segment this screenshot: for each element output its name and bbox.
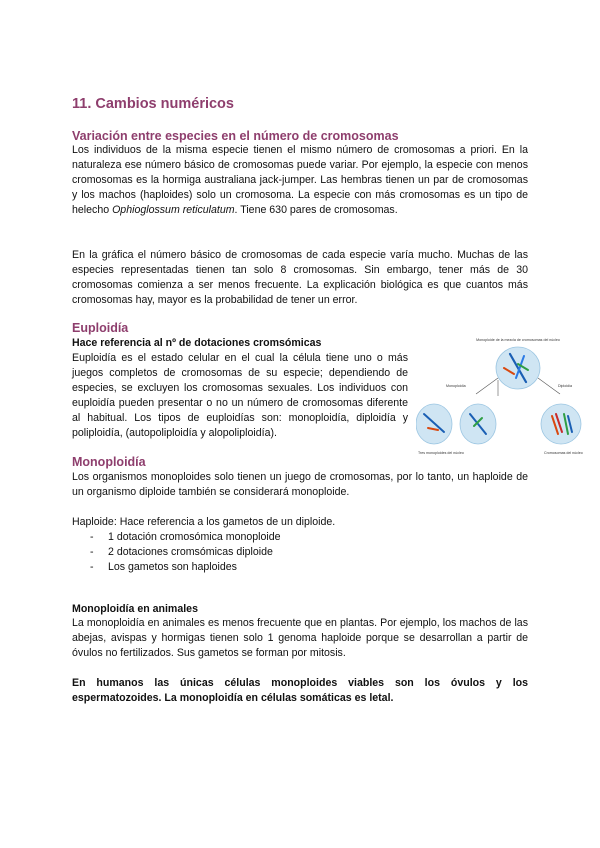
- figure-label-right: Diploidía: [558, 384, 572, 388]
- figure-label-bottom-left: Tres monoploides del núcleo: [418, 451, 464, 455]
- cell-right: [541, 404, 581, 444]
- list-item: - Los gametos son haploides: [72, 560, 528, 575]
- arrow: [538, 378, 560, 394]
- euploidy-diagram: [416, 334, 584, 456]
- section-heading-variacion: Variación entre especies en el número de cromosomas: [72, 129, 399, 143]
- page-title: 11. Cambios numéricos: [72, 96, 234, 112]
- paragraph-text: Los individuos de la misma especie tienen el mismo número de cromosomas a priori. En la naturaleza ese número básico de cromosomas puede variar. Por ejemplo, la especie con menos cromosomas es la hormiga australiana jack-jumper. Las hembras tienen un par de cromosomas y los machos (haploides) solo un cromosoma. La especie con más cromosomas es un tipo de helecho: [72, 144, 528, 216]
- list-item: - 1 dotación cromosómica monoploide: [72, 530, 528, 545]
- paragraph-monoploidia: Los organismos monoploides solo tienen un juego de cromosomas, por lo tanto, un haploide de un organismo diploide también se considerará monoploide.: [72, 471, 528, 498]
- arrow: [476, 378, 498, 394]
- figure-label-left: Monoploidía: [446, 384, 466, 388]
- subheading-euploidia: Hace referencia al nº de dotaciones cromsómicas: [72, 337, 322, 349]
- paragraph-euploidia: Euploidía es el estado celular en el cual la célula tiene uno o más juegos completos de cromosomas de su especie; dependiendo de especies, se excluyen los cromosomas sexuales. Los individuos con euploidía pueden presentar o no un número de cromosomas diferente al habitual. Los tipos de euploidías son: monoploidía, diploidía y poliploidía, (autopoliploidía y alopoliploidía).: [72, 352, 408, 439]
- list-item: - 2 dotaciones cromsómicas diploide: [72, 545, 528, 560]
- paragraph-animales: La monoploidía en animales es menos frecuente que en plantas. Por ejemplo, los machos de las abejas, avispas y hormigas tienen solo 1 genoma haploide porque se desarrollan a partir de óvulos no fertilizados. Sus gametos se forman por mitosis.: [72, 617, 528, 659]
- paragraph-text: . Tiene 630 pares de cromosomas.: [234, 204, 398, 216]
- haploide-list: [72, 530, 528, 575]
- figure-label-top: Monoploide de la mezcla de cromosomas del núcleo: [476, 338, 560, 342]
- species-name: Ophioglossum reticulatum: [112, 204, 235, 216]
- section-heading-monoploidia: Monoploidía: [72, 455, 146, 469]
- haploide-definition: Haploide: Hace referencia a los gametos de un diploide.: [72, 516, 336, 528]
- euploidy-figure: [416, 334, 584, 456]
- paragraph-humanos: En humanos las únicas células monoploides viables son los óvulos y los espermatozoides. La monoploidía en células somáticas es letal.: [72, 677, 528, 704]
- paragraph-variacion-1: [72, 143, 528, 218]
- section-heading-euploidia: Euploidía: [72, 321, 129, 335]
- subheading-animales: Monoploidía en animales: [72, 603, 198, 615]
- paragraph-variacion-2: En la gráfica el número básico de cromosomas de cada especie varía mucho. Muchas de las especies representadas tienen tan solo 8 cromosomas. Sin embargo, tener más de 30 cromosomas comienza a ser menos frecuente. La explicación biológica es que cuantos más cromosomas hay, mayor es la probabilidad de tener un error.: [72, 249, 528, 306]
- figure-label-bottom-right: Cromosomas del núcleo: [544, 451, 583, 455]
